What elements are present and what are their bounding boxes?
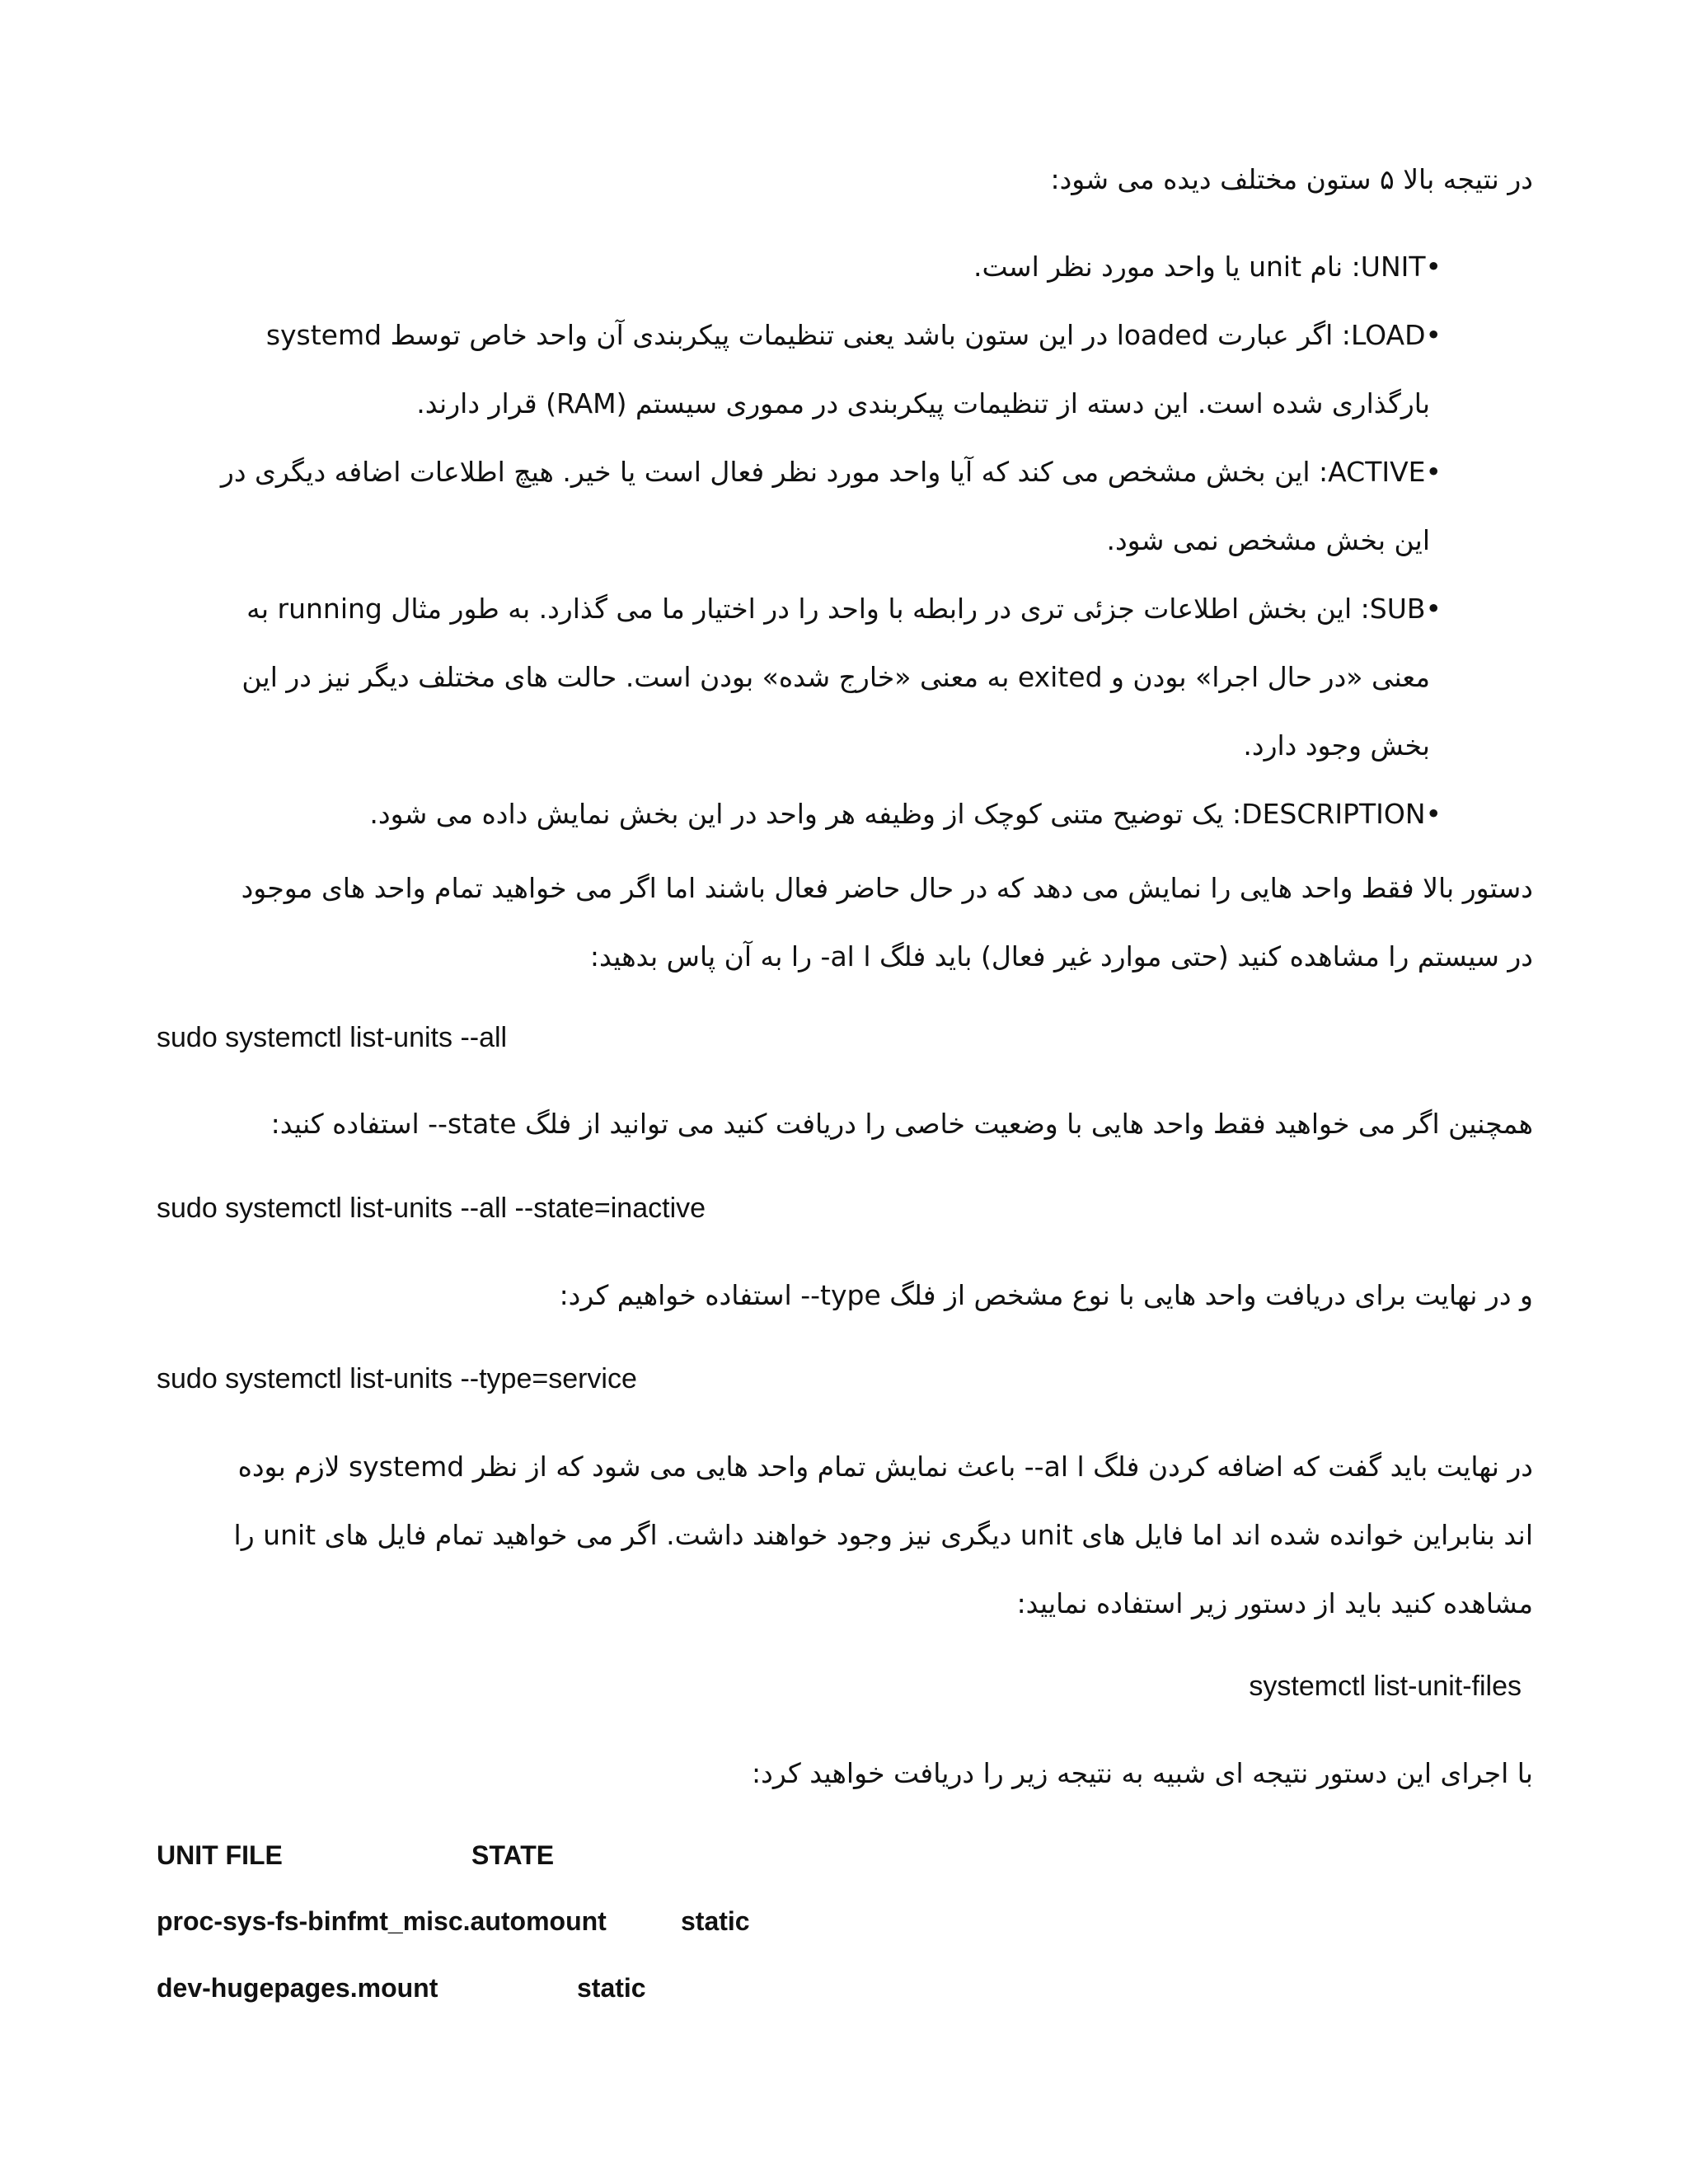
- bullet-active: [157, 438, 1442, 574]
- bullet-sub: [157, 574, 1442, 780]
- paragraph-all-units-line2: در سیستم را مشاهده کنید (حتی موارد غیر فعال) باید فلگ al l- را به آن پاس بدهید:: [589, 940, 1533, 972]
- paragraph-unit-files-line3: مشاهده کنید باید از دستور زیر استفاده نمایید:: [1016, 1587, 1533, 1619]
- paragraph-result-intro: با اجرای این دستور نتیجه ای شبیه به نتیجه زیر را دریافت خواهید کرد:: [752, 1757, 1533, 1789]
- bullet-description: [157, 780, 1442, 848]
- table-cell-unit: proc-sys-fs-binfmt_misc.automount: [157, 1906, 607, 1936]
- command-list-unit-files: systemctl list-unit-files: [1249, 1671, 1522, 1702]
- command-list-units-state: sudo systemctl list-units --all --state=inactive: [157, 1193, 706, 1224]
- bullet-line: •DESCRIPTION: یک توضیح متنی کوچک از وظیفه هر واحد در این بخش نمایش داده می شود.: [369, 798, 1442, 830]
- command-list-units-type: sudo systemctl list-units --type=service: [157, 1363, 637, 1394]
- bullet-line: •SUB: این بخش اطلاعات جزئی تری در رابطه با واحد را در اختیار ما می گذارد. به طور مثال running به: [246, 593, 1442, 625]
- bullet-line: •ACTIVE: این بخش مشخص می کند که آیا واحد مورد نظر فعال است یا خیر. هیچ اطلاعات اضافه دیگری در: [220, 456, 1442, 488]
- table-cell-unit: dev-hugepages.mount: [157, 1973, 438, 2003]
- table-header-state: STATE: [471, 1840, 555, 1870]
- column-bullet-list: [157, 232, 1442, 848]
- paragraph-all-units-line1: دستور بالا فقط واحد هایی را نمایش می دهد که در حال حاضر فعال باشند اما اگر می خواهید تمام واحد های موجود: [241, 872, 1533, 904]
- paragraph-unit-files-line2: اند بنابراین خوانده شده اند اما فایل های unit دیگری نیز وجود خواهند داشت. اگر می خواهید تمام فایل های unit را: [233, 1519, 1533, 1551]
- command-list-units-all: sudo systemctl list-units --all: [157, 1022, 508, 1053]
- bullet-line: •UNIT: نام unit یا واحد مورد نظر است.: [973, 251, 1442, 283]
- bullet-line: بخش وجود دارد.: [1243, 729, 1430, 762]
- bullet-load: [157, 301, 1442, 438]
- bullet-line: بارگذاری شده است. این دسته از تنظیمات پیکربندی در مموری سیستم (RAM) قرار دارند.: [416, 387, 1430, 419]
- bullet-line: معنی «در حال اجرا» بودن و exited به معنی «خارج شده» بودن است. حالت های مختلف دیگر نیز در این: [241, 661, 1430, 693]
- bullet-line: این بخش مشخص نمی شود.: [1106, 524, 1430, 556]
- table-cell-state: static: [577, 1973, 646, 2003]
- table-cell-state: static: [681, 1906, 750, 1936]
- bullet-unit: [157, 232, 1442, 301]
- intro-text: در نتیجه بالا ۵ ستون مختلف دیده می شود:: [1050, 163, 1533, 195]
- paragraph-state-flag: همچنین اگر می خواهید فقط واحد هایی با وضعیت خاصی را دریافت کنید می توانید از فلگ state-- استفاده کنید:: [270, 1108, 1533, 1140]
- table-header-unit-file: UNIT FILE: [157, 1840, 283, 1870]
- paragraph-type-flag: و در نهایت برای دریافت واحد هایی با نوع مشخص از فلگ type-- استفاده خواهیم کرد:: [559, 1279, 1533, 1311]
- paragraph-unit-files-line1: در نهایت باید گفت که اضافه کردن فلگ al l-- باعث نمایش تمام واحد هایی می شود که از نظر systemd لازم بوده: [237, 1451, 1533, 1483]
- bullet-line: •LOAD: اگر عبارت loaded در این ستون باشد یعنی تنظیمات پیکربندی آن واحد خاص توسط systemd: [265, 319, 1442, 351]
